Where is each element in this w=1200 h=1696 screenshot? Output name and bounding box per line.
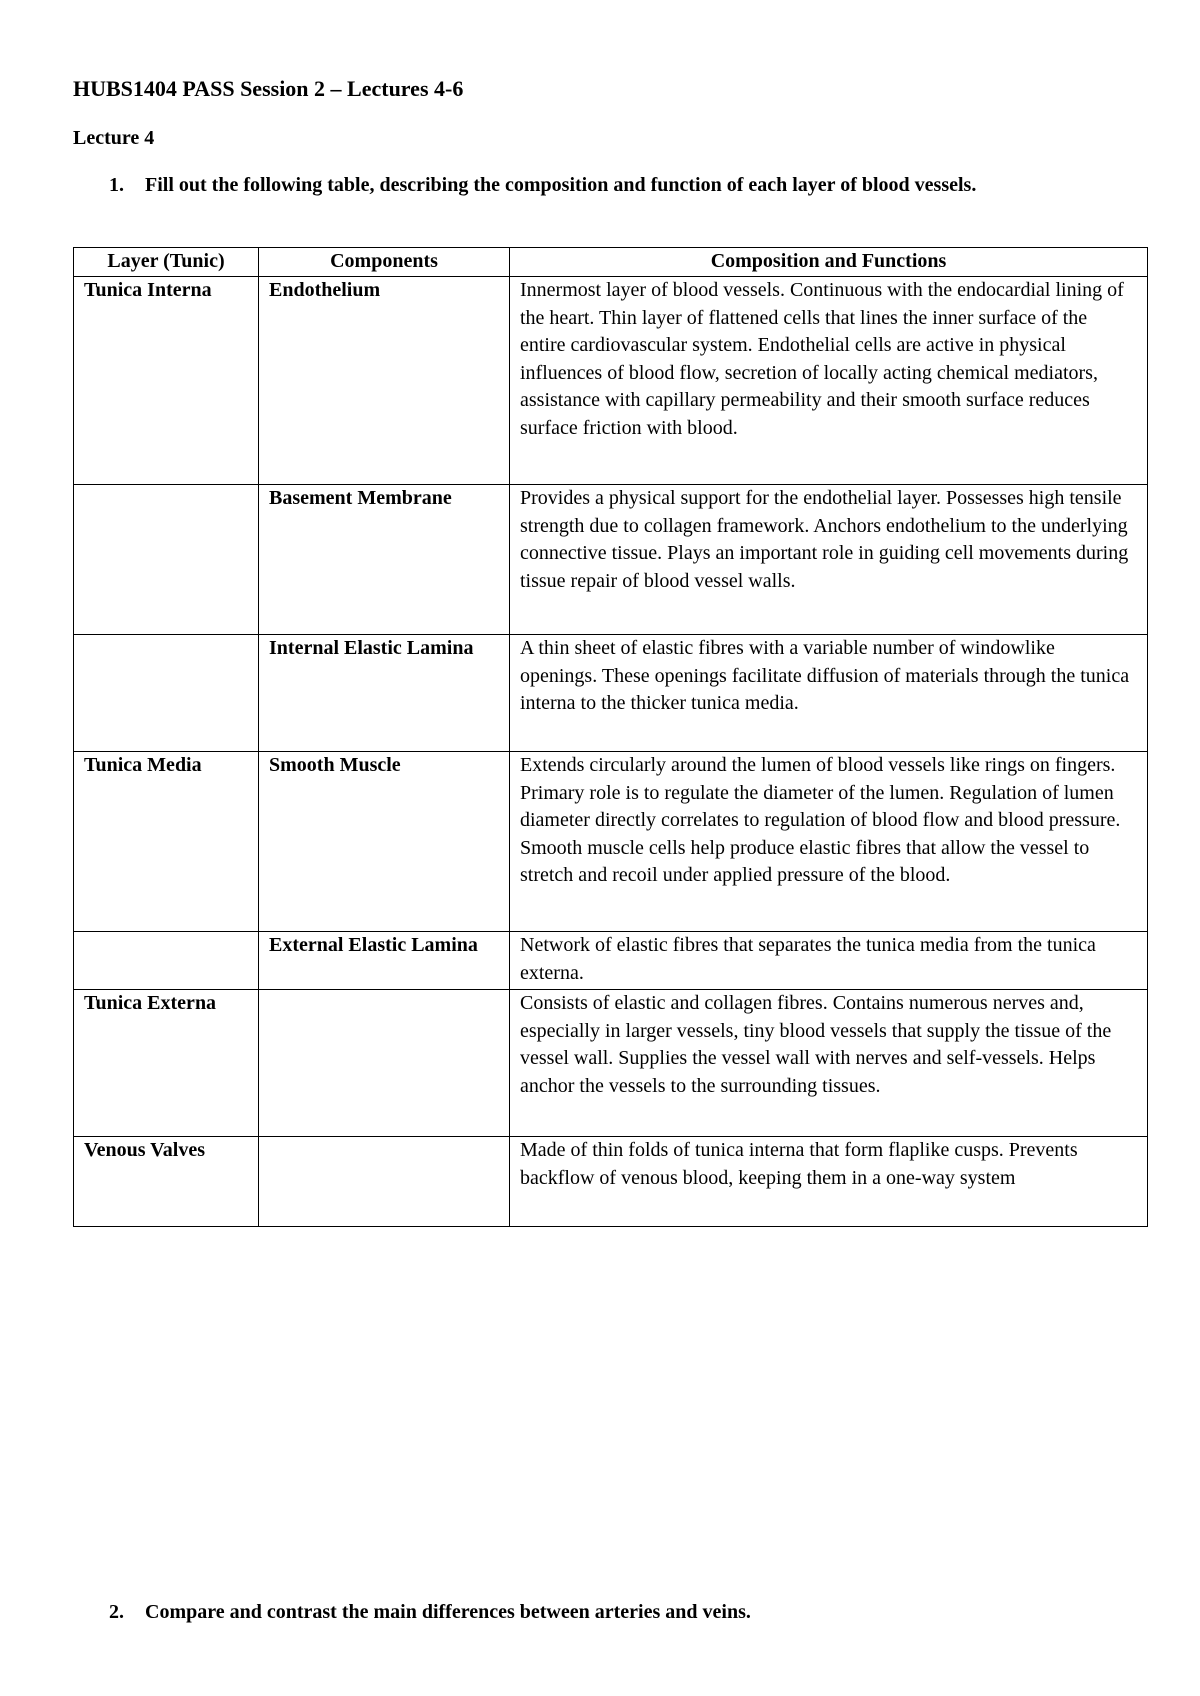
description-cell: Provides a physical support for the endothelial layer. Possesses high tensile strength due to collagen framework. Anchors endothelium to the underlying connective tissue. Plays an important role in guiding cell movements during tissue repair of blood vessel walls. (510, 485, 1148, 635)
table-row (74, 277, 1148, 485)
lecture-heading: Lecture 4 (73, 127, 155, 149)
component-cell: Endothelium (259, 277, 510, 485)
question-1-number: 1. (109, 174, 124, 196)
layer-cell (74, 932, 259, 990)
question-2-number: 2. (109, 1601, 124, 1623)
description-cell: Extends circularly around the lumen of blood vessels like rings on fingers. Primary role is to regulate the diameter of the lumen. Regulation of lumen diameter directly correlates to regulation of blood flow and blood pressure. Smooth muscle cells help produce elastic fibres that allow the vessel to stretch and recoil under applied pressure of the blood. (510, 752, 1148, 932)
table-row (74, 635, 1148, 752)
header-components: Components (259, 248, 510, 277)
table-row (74, 932, 1148, 990)
header-composition-functions: Composition and Functions (510, 248, 1148, 277)
blood-vessel-layers-table (73, 247, 1148, 1227)
layer-cell: Tunica Media (74, 752, 259, 932)
component-cell (259, 1137, 510, 1227)
layer-cell (74, 485, 259, 635)
description-cell: Innermost layer of blood vessels. Continuous with the endocardial lining of the heart. Thin layer of flattened cells that lines the inner surface of the entire cardiovascular system. Endothelial cells are active in physical influences of blood flow, secretion of locally acting chemical mediators, assistance with capillary permeability and their smooth surface reduces surface friction with blood. (510, 277, 1148, 485)
table-row (74, 485, 1148, 635)
layer-cell (74, 635, 259, 752)
layer-cell: Venous Valves (74, 1137, 259, 1227)
table-row (74, 1137, 1148, 1227)
description-cell: Network of elastic fibres that separates the tunica media from the tunica externa. (510, 932, 1148, 990)
component-cell: Smooth Muscle (259, 752, 510, 932)
table-header-row (74, 248, 1148, 277)
question-2 (73, 1597, 1083, 1627)
question-1 (73, 170, 1083, 200)
header-layer: Layer (Tunic) (74, 248, 259, 277)
table-row (74, 990, 1148, 1137)
question-1-text: Fill out the following table, describing the composition and function of each layer of blood vessels. (145, 174, 977, 196)
component-cell (259, 990, 510, 1137)
layer-cell: Tunica Externa (74, 990, 259, 1137)
description-cell: A thin sheet of elastic fibres with a variable number of windowlike openings. These openings facilitate diffusion of materials through the tunica interna to the thicker tunica media. (510, 635, 1148, 752)
table-row (74, 752, 1148, 932)
component-cell: External Elastic Lamina (259, 932, 510, 990)
description-cell: Consists of elastic and collagen fibres. Contains numerous nerves and, especially in larger vessels, tiny blood vessels that supply the tissue of the vessel wall. Supplies the vessel wall with nerves and self-vessels. Helps anchor the vessels to the surrounding tissues. (510, 990, 1148, 1137)
description-cell: Made of thin folds of tunica interna that form flaplike cusps. Prevents backflow of venous blood, keeping them in a one-way system (510, 1137, 1148, 1227)
question-2-text: Compare and contrast the main differences between arteries and veins. (145, 1601, 751, 1623)
layer-cell: Tunica Interna (74, 277, 259, 485)
component-cell: Internal Elastic Lamina (259, 635, 510, 752)
component-cell: Basement Membrane (259, 485, 510, 635)
document-title: HUBS1404 PASS Session 2 – Lectures 4-6 (73, 76, 464, 101)
